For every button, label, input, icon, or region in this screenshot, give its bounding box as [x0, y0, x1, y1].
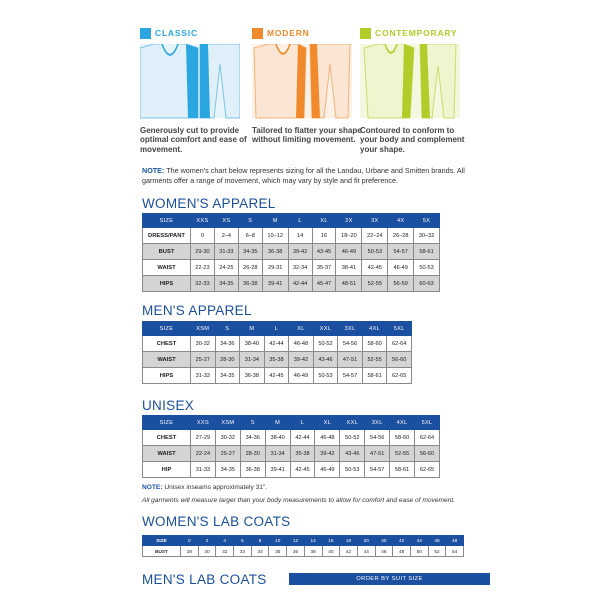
row-label: DRESS/PANT [143, 228, 191, 244]
table-cell: 28-30 [215, 352, 240, 368]
table-row [143, 368, 412, 384]
mens-size-table [142, 321, 412, 384]
fit-modern [252, 26, 362, 145]
note-label: NOTE: [142, 484, 163, 491]
table-cell: 6–8 [238, 228, 262, 244]
table-cell: 43-46 [340, 446, 365, 462]
column-header: XXS [191, 416, 216, 430]
table-cell: 39-41 [265, 462, 290, 478]
column-header: XL [315, 416, 340, 430]
table-cell: 39-41 [262, 276, 288, 292]
column-header: XSM [215, 416, 240, 430]
table-cell: 52-55 [362, 352, 387, 368]
table-cell: 50-52 [340, 430, 365, 446]
table-cell: 46-48 [315, 430, 340, 446]
fit-contemporary [360, 26, 465, 154]
table-cell: 42 [340, 546, 358, 557]
table-cell: 54-56 [365, 430, 390, 446]
column-header: M [240, 322, 265, 336]
column-header: 5XL [415, 416, 440, 430]
table-cell: 28 [181, 546, 199, 557]
fit-name: CONTEMPORARY [375, 28, 458, 38]
table-cell: 46-49 [388, 260, 414, 276]
table-cell: 30–32 [414, 228, 440, 244]
column-header: 3XL [338, 322, 363, 336]
table-cell: 54 [446, 546, 464, 557]
table-cell: 46-49 [315, 462, 340, 478]
note-text: Unisex inseams approximately 31". [162, 484, 268, 491]
table-cell: 35-38 [264, 352, 289, 368]
table-cell: 42-45 [264, 368, 289, 384]
table-cell: 43-45 [312, 244, 336, 260]
sizing-note [142, 166, 472, 185]
row-label: WAIST [143, 260, 191, 276]
table-cell: 54-56 [338, 336, 363, 352]
table-cell: 45-47 [312, 276, 336, 292]
table-cell: 39-42 [289, 352, 314, 368]
table-cell: 24-25 [214, 260, 238, 276]
table-cell: 39-42 [288, 244, 312, 260]
womens-lab-coats-title: WOMEN'S LAB COATS [142, 514, 291, 529]
table-cell: 56-60 [387, 352, 412, 368]
column-header: 44 [410, 536, 428, 546]
table-cell: 34-36 [240, 430, 265, 446]
fit-description: Contoured to conform to your body and complement your shape. [360, 126, 465, 154]
table-cell: 60-63 [414, 276, 440, 292]
column-header: L [290, 416, 315, 430]
table-cell: 33 [234, 546, 252, 557]
fit-classic [140, 26, 247, 154]
column-header: S [215, 322, 240, 336]
table-cell: 38-40 [265, 430, 290, 446]
table-cell: 0 [191, 228, 215, 244]
table-cell: 58-61 [414, 244, 440, 260]
table-header-row [143, 536, 464, 546]
table-cell: 48 [393, 546, 411, 557]
column-header: XSM [191, 322, 216, 336]
table-cell: 54-57 [388, 244, 414, 260]
row-label: BUST [143, 244, 191, 260]
table-header-row [143, 214, 440, 228]
fit-description: Tailored to flatter your shape without limiting movement. [252, 126, 362, 145]
table-row [143, 276, 440, 292]
column-header: XS [214, 214, 238, 228]
womens-lab-coat-table [142, 535, 464, 557]
table-cell: 35-37 [312, 260, 336, 276]
column-header: 4XL [362, 322, 387, 336]
table-cell: 58-60 [390, 430, 415, 446]
table-cell: 54-57 [365, 462, 390, 478]
mens-apparel-title: MEN'S APPAREL [142, 303, 252, 318]
table-cell: 26–28 [388, 228, 414, 244]
table-cell: 16 [312, 228, 336, 244]
row-label: HIPS [143, 276, 191, 292]
table-cell: 46 [375, 546, 393, 557]
order-by-suit-size-banner: ORDER BY SUIT SIZE [289, 573, 490, 585]
fit-name: MODERN [267, 28, 310, 38]
column-header: XXL [313, 322, 338, 336]
table-cell: 58-61 [362, 368, 387, 384]
column-header: M [265, 416, 290, 430]
table-row [143, 462, 440, 478]
table-cell: 54-57 [338, 368, 363, 384]
table-cell: 58-61 [390, 462, 415, 478]
table-cell: 36-38 [240, 368, 265, 384]
table-cell: 56-60 [415, 446, 440, 462]
table-cell: 32-34 [288, 260, 312, 276]
table-header-row [143, 322, 412, 336]
column-header: 18 [340, 536, 358, 546]
column-header: SIZE [143, 416, 191, 430]
modern-swatch [252, 28, 263, 39]
table-cell: 62-64 [415, 430, 440, 446]
column-header: SIZE [143, 214, 191, 228]
table-cell: 25-27 [191, 352, 216, 368]
table-cell: 62-65 [387, 368, 412, 384]
column-header: 5X [414, 214, 440, 228]
column-header: 48 [446, 536, 464, 546]
column-header: 14 [304, 536, 322, 546]
table-row [143, 546, 464, 557]
table-cell: 31-34 [265, 446, 290, 462]
table-cell: 36 [287, 546, 305, 557]
column-header: XL [312, 214, 336, 228]
column-header: SIZE [143, 536, 181, 546]
table-cell: 34 [251, 546, 269, 557]
unisex-size-table [142, 415, 440, 478]
table-cell: 38 [304, 546, 322, 557]
table-cell: 47-51 [365, 446, 390, 462]
table-cell: 42-45 [362, 260, 388, 276]
row-label: WAIST [143, 446, 191, 462]
column-header: 10 [269, 536, 287, 546]
row-label: CHEST [143, 336, 191, 352]
table-cell: 42-44 [290, 430, 315, 446]
table-cell: 29-31 [262, 260, 288, 276]
column-header: 5XL [387, 322, 412, 336]
table-cell: 30 [198, 546, 216, 557]
column-header: L [288, 214, 312, 228]
table-cell: 47-51 [338, 352, 363, 368]
column-header: XXL [340, 416, 365, 430]
table-cell: 42-44 [288, 276, 312, 292]
womens-size-table [142, 213, 440, 292]
table-cell: 18–20 [336, 228, 362, 244]
column-header: M [262, 214, 288, 228]
table-cell: 48-51 [336, 276, 362, 292]
modern-scrubs-illustration [252, 44, 352, 138]
table-cell: 38-40 [240, 336, 265, 352]
table-cell: 40 [322, 546, 340, 557]
column-header: 16 [322, 536, 340, 546]
table-cell: 25-27 [215, 446, 240, 462]
column-header: 2 [198, 536, 216, 546]
table-cell: 43-46 [313, 352, 338, 368]
note-label: NOTE: [142, 166, 165, 175]
column-header: 46 [428, 536, 446, 546]
table-cell: 46-49 [289, 368, 314, 384]
table-cell: 50-52 [313, 336, 338, 352]
column-header: 3X [362, 214, 388, 228]
fit-description: Generously cut to provide optimal comfort and ease of movement. [140, 126, 247, 154]
table-cell: 14 [288, 228, 312, 244]
table-cell: 34-35 [238, 244, 262, 260]
column-header: 8 [251, 536, 269, 546]
womens-apparel-title: WOMEN'S APPAREL [142, 196, 276, 211]
row-label: HIP [143, 462, 191, 478]
row-label: BUST [143, 546, 181, 557]
column-header: 3XL [365, 416, 390, 430]
table-cell: 2–4 [214, 228, 238, 244]
table-cell: 34-35 [215, 368, 240, 384]
column-header: 4X [388, 214, 414, 228]
table-cell: 28-30 [240, 446, 265, 462]
table-cell: 39-42 [315, 446, 340, 462]
column-header: XXS [191, 214, 215, 228]
table-cell: 34-35 [215, 462, 240, 478]
unisex-title: UNISEX [142, 398, 195, 413]
table-row [143, 336, 412, 352]
garment-fit-note: All garments will measure larger than your body measurements to allow for comfort and ease of movement. [142, 497, 455, 504]
table-cell: 31-33 [191, 462, 216, 478]
column-header: 40 [375, 536, 393, 546]
table-cell: 31-33 [214, 244, 238, 260]
table-cell: 30-32 [191, 336, 216, 352]
column-header: L [264, 322, 289, 336]
table-row [143, 244, 440, 260]
table-cell: 56-59 [388, 276, 414, 292]
mens-lab-coats-title: MEN'S LAB COATS [142, 572, 267, 587]
table-cell: 52-55 [390, 446, 415, 462]
table-cell: 29-30 [191, 244, 215, 260]
table-cell: 36-38 [240, 462, 265, 478]
classic-swatch [140, 28, 151, 39]
table-cell: 50-53 [340, 462, 365, 478]
column-header: S [238, 214, 262, 228]
column-header: XL [289, 322, 314, 336]
table-cell: 62-65 [415, 462, 440, 478]
table-cell: 31-33 [191, 368, 216, 384]
column-header: 0 [181, 536, 199, 546]
table-row [143, 228, 440, 244]
table-cell: 62-64 [387, 336, 412, 352]
contemporary-swatch [360, 28, 371, 39]
column-header: 4XL [390, 416, 415, 430]
table-cell: 22–24 [362, 228, 388, 244]
table-cell: 10–12 [262, 228, 288, 244]
column-header: 42 [393, 536, 411, 546]
column-header: 2X [336, 214, 362, 228]
table-cell: 32 [216, 546, 234, 557]
table-cell: 50 [410, 546, 428, 557]
column-header: 20 [357, 536, 375, 546]
table-cell: 27-29 [191, 430, 216, 446]
table-cell: 26-28 [238, 260, 262, 276]
table-cell: 36-38 [262, 244, 288, 260]
table-cell: 32-33 [191, 276, 215, 292]
table-cell: 58-60 [362, 336, 387, 352]
column-header: SIZE [143, 322, 191, 336]
column-header: 4 [216, 536, 234, 546]
table-cell: 50-53 [414, 260, 440, 276]
table-cell: 36-38 [238, 276, 262, 292]
classic-scrubs-illustration [140, 44, 240, 138]
table-row [143, 446, 440, 462]
table-cell: 22-24 [191, 446, 216, 462]
fit-name: CLASSIC [155, 28, 198, 38]
table-cell: 22-23 [191, 260, 215, 276]
table-cell: 52 [428, 546, 446, 557]
unisex-inseam-note [142, 484, 267, 491]
column-header: 12 [287, 536, 305, 546]
table-row [143, 260, 440, 276]
row-label: HIPS [143, 368, 191, 384]
table-cell: 31-34 [240, 352, 265, 368]
table-header-row [143, 416, 440, 430]
table-cell: 42-45 [290, 462, 315, 478]
table-cell: 46-48 [289, 336, 314, 352]
table-cell: 42-44 [264, 336, 289, 352]
table-cell: 44 [357, 546, 375, 557]
contemporary-scrubs-illustration [360, 44, 460, 138]
table-cell: 38-41 [336, 260, 362, 276]
table-row [143, 430, 440, 446]
table-cell: 35-38 [290, 446, 315, 462]
table-cell: 50-53 [313, 368, 338, 384]
column-header: 6 [234, 536, 252, 546]
note-text: The women's chart below represents sizing for all the Landau, Urbane and Smitten brands. All garments offer a range of movement, which may vary by style and fit preference. [142, 166, 465, 185]
table-cell: 30-32 [215, 430, 240, 446]
table-cell: 52-55 [362, 276, 388, 292]
table-cell: 50-53 [362, 244, 388, 260]
table-cell: 34-36 [215, 336, 240, 352]
column-header: S [240, 416, 265, 430]
table-cell: 34-35 [214, 276, 238, 292]
row-label: WAIST [143, 352, 191, 368]
table-cell: 46-49 [336, 244, 362, 260]
table-row [143, 352, 412, 368]
row-label: CHEST [143, 430, 191, 446]
table-cell: 35 [269, 546, 287, 557]
